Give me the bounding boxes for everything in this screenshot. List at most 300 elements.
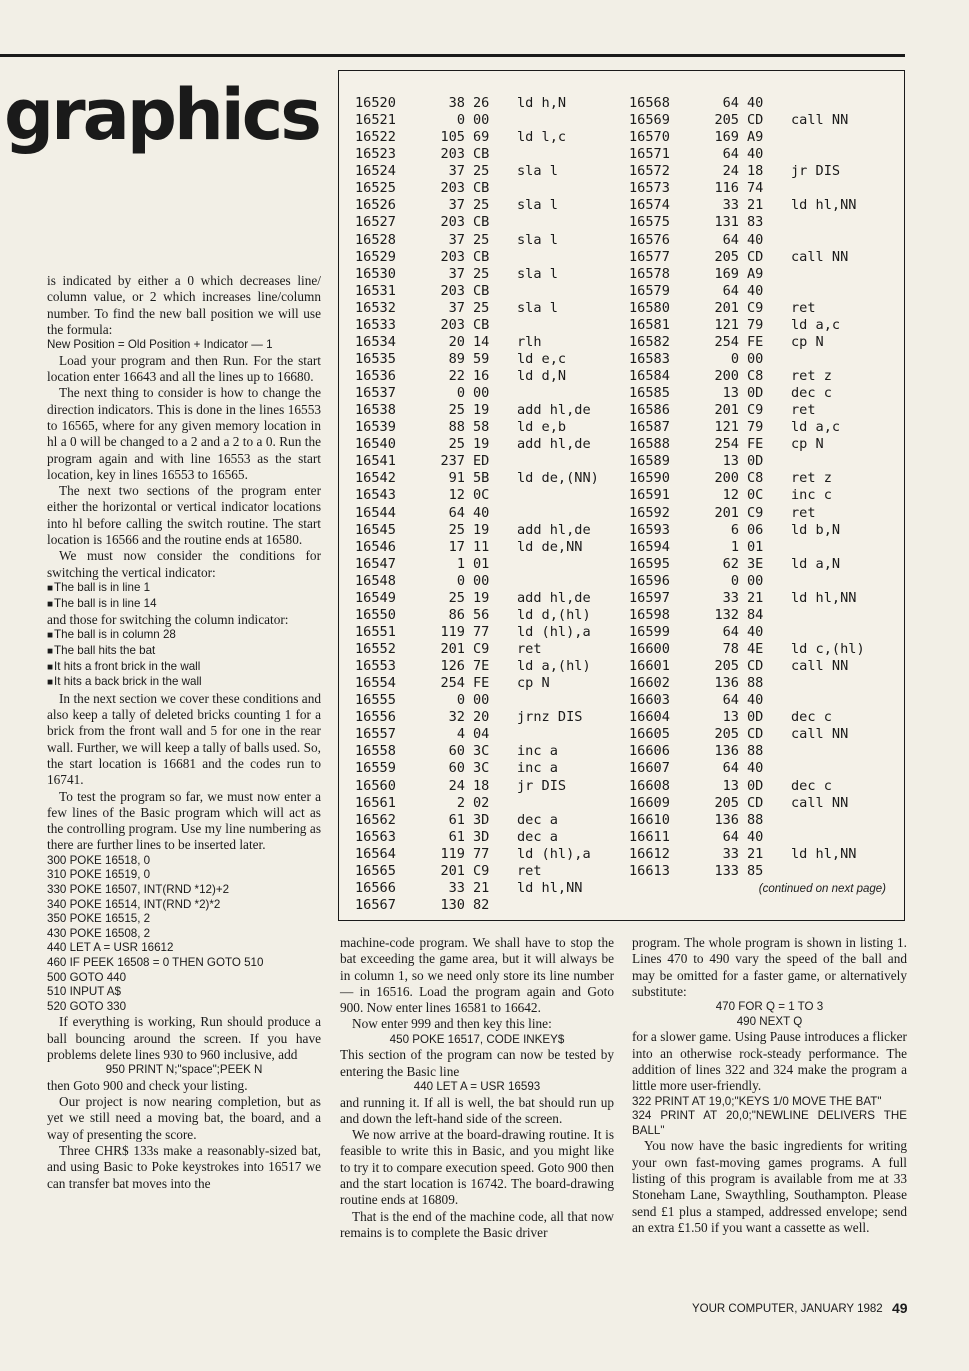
listing-address: 16592 [629,504,670,521]
listing-hex: 14 [473,333,490,350]
listing-address: 16576 [629,231,670,248]
listing-decimal: 12 [448,487,465,504]
listing-instruction: sla l [517,163,558,180]
listing-address: 16555 [355,692,396,709]
listing-hex: 5B [473,470,490,487]
listing-decimal: 64 [722,95,739,111]
listing-instruction: dec c [791,709,832,726]
listing-decimal: 201 [440,641,465,657]
listing-hex: A9 [747,265,764,282]
listing-address: 16561 [355,794,396,811]
listing-decimal: 126 [440,658,465,675]
listing-hex: CD [747,248,764,265]
paragraph: We must now consider the conditions for switching the vertical indicator: [47,548,321,580]
listing-decimal: 64 [448,504,465,521]
listing-instruction: ret [791,402,816,419]
listing-address: 16566 [355,879,396,896]
listing-hex: 19 [473,402,490,419]
listing-address: 16538 [355,402,396,419]
listing-instruction: call NN [791,248,849,265]
listing-instruction: ld c,(hl) [791,641,865,657]
listing-decimal: 133 [714,862,739,879]
listing-hex: 04 [473,726,490,743]
listing-decimal: 78 [722,641,739,657]
listing-decimal: 37 [448,231,465,248]
listing-address: 16579 [629,282,670,299]
listing-instruction: dec a [517,811,558,828]
listing-address: 16596 [629,572,670,589]
listing-instruction: rlh [517,333,542,350]
listing-instruction: call NN [791,726,849,743]
listing-instruction: sla l [517,231,558,248]
listing-hex: 3D [473,811,490,828]
listing-instruction: jrnz DIS [517,709,583,726]
listing-address: 16534 [355,333,396,350]
section-headline: graphics [4,74,319,156]
listing-address: 16607 [629,760,670,777]
listing-decimal: 88 [448,419,465,436]
listing-decimal: 13 [722,777,739,794]
listing-decimal: 25 [448,589,465,606]
paragraph: 350 POKE 16515, 2 [47,912,151,926]
listing-instruction: call NN [791,658,849,675]
listing-decimal: 37 [448,197,465,214]
paragraph: 490 NEXT Q [736,1014,803,1028]
listing-address: 16559 [355,760,396,777]
listing-hex: 40 [747,828,764,845]
listing-address: 16587 [629,419,670,436]
listing-hex: 3C [473,760,490,777]
listing-hex: 40 [473,504,490,521]
listing-instruction: add hl,de [517,436,591,453]
listing-address: 16610 [629,811,670,828]
paragraph: and those for switching the column indicator: [47,612,289,628]
listing-hex: 25 [473,197,490,214]
listing-hex: C9 [473,641,490,657]
paragraph: 330 POKE 16507, INT(RND *12)+2 [47,882,230,896]
paragraph: then Goto 900 and check your listing. [47,1077,248,1093]
paragraph: Three CHR$ 133s make a reasonably-sized bat, and using Basic to Poke keystrokes into 16517 we can transfer bat moves into the [47,1142,321,1191]
listing-instruction: sla l [517,299,558,316]
listing-address: 16598 [629,606,670,623]
listing-instruction: ret [517,862,542,879]
listing-instruction: ret z [791,470,832,487]
listing-hex: 79 [747,419,764,436]
listing-address: 16580 [629,299,670,316]
listing-instruction: ld d,N [517,368,567,384]
paragraph: New Position = Old Position + Indicator — 1 [47,338,273,352]
listing-instruction: ld de,(NN) [517,470,599,487]
listing-instruction: cp N [791,436,824,453]
listing-address: 16601 [629,658,670,675]
listing-address: 16595 [629,555,670,572]
listing-decimal: 254 [714,333,739,350]
listing-hex: 19 [473,521,490,538]
paragraph: and running it. If all is well, the bat should run up and down the left-hand side of the screen. [340,1094,614,1126]
listing-hex: 01 [473,555,490,572]
listing-instruction: ld (hl),a [517,845,591,862]
listing-instruction: ld hl,NN [791,845,857,862]
listing-address: 16606 [629,743,670,760]
paragraph: 300 POKE 16518, 0 [47,853,151,867]
listing-decimal: 25 [448,402,465,419]
paragraph: If everything is working, Run should produce a ball bouncing around the screen. If you have problems delete lines 930 to 960 inclusive, add [47,1014,321,1062]
listing-hex: 83 [747,214,764,231]
listing-decimal: 203 [440,316,465,333]
listing-hex: CB [473,282,490,299]
listing-hex: 40 [747,146,764,163]
listing-instruction: ld a,N [791,555,841,572]
listing-hex: 74 [747,180,764,197]
listing-decimal: 201 [714,402,739,419]
paragraph: is indicated by either a 0 which decreases line/ column value, or 2 which increases line/column number. To find the new ball position we will use the formula: [47,273,321,337]
listing-instruction: dec a [517,828,558,845]
listing-decimal: 64 [722,282,739,299]
listing-instruction: jr DIS [791,163,841,180]
listing-instruction: ld hl,NN [791,197,857,214]
listing-address: 16572 [629,163,670,180]
listing-decimal: 0 [456,572,465,589]
listing-instruction: ld e,c [517,350,567,367]
listing-decimal: 131 [714,214,739,231]
listing-hex: 21 [473,879,490,896]
paragraph: program. The whole program is shown in listing 1. Lines 470 to 490 vary the speed of the ball and may be omitted for a faster game, or alternatively substitute: [632,935,907,999]
listing-instruction: ld a,c [791,419,841,436]
listing-instruction: add hl,de [517,402,591,419]
listing-instruction: ld de,NN [517,538,583,555]
listing-decimal: 0 [730,572,739,589]
listing-decimal: 2 [456,794,465,811]
listing-hex: C8 [747,368,764,384]
listing-decimal: 136 [714,811,739,828]
listing-hex: 40 [747,231,764,248]
listing-hex: 18 [473,777,490,794]
listing-address: 16535 [355,350,396,367]
listing-address: 16568 [629,95,670,111]
listing-address: 16599 [629,623,670,640]
listing-decimal: 64 [722,760,739,777]
listing-address: 16582 [629,333,670,350]
listing-instruction: inc c [791,487,832,504]
listing-instruction: call NN [791,112,849,129]
listing-decimal: 205 [714,794,739,811]
listing-decimal: 60 [448,743,465,760]
listing-hex: 21 [747,589,764,606]
paragraph: ■ The ball is in column 28 [47,628,321,644]
listing-hex: 85 [747,862,764,879]
listing-decimal: 62 [722,555,739,572]
listing-decimal: 201 [714,504,739,521]
listing-address: 16594 [629,538,670,555]
paragraph: To test the program so far, we must now enter a few lines of the Basic program which will act as the controlling program. Use my line numbering as there are further lines to be inserted later. [47,788,321,853]
listing-hex: CB [473,316,490,333]
listing-address: 16567 [355,896,396,913]
listing-hex: CB [473,248,490,265]
paragraph: We now arrive at the board-drawing routine. It is feasible to write this in Basic, and you might like to try it to compare execution speed. Goto 900 then and the start location is 16742. The board-drawing routine ends at 16809. [340,1127,614,1208]
listing-address: 16554 [355,675,396,692]
paragraph: 440 LET A = USR 16612 [47,941,174,955]
listing-hex: 3C [473,743,490,760]
listing-decimal: 22 [448,368,465,384]
listing-decimal: 37 [448,163,465,180]
listing-decimal: 254 [714,436,739,453]
listing-decimal: 205 [714,248,739,265]
listing-hex: 21 [747,845,764,862]
paragraph: Now enter 999 and then key this line: [352,1016,552,1032]
listing-hex: 40 [747,760,764,777]
paragraph: 310 POKE 16519, 0 [47,868,151,882]
listing-address: 16542 [355,470,396,487]
paragraph: machine-code program. We shall have to stop the bat exceeding the game area, but it will always be in column 1, so we need only store its line number — in 16516. Load the program again and Goto 900. Now enter lines 16581 to 16642. [340,935,614,1016]
footer-publication: YOUR COMPUTER, JANUARY 1982 [692,1303,883,1315]
listing-instruction: cp N [517,675,550,692]
listing-address: 16573 [629,180,670,197]
listing-address: 16611 [629,828,670,845]
listing-decimal: 25 [448,436,465,453]
listing-decimal: 13 [722,385,739,402]
listing-hex: C8 [747,470,764,487]
listing-hex: CD [747,112,764,129]
listing-hex: 11 [473,538,490,555]
listing-address: 16609 [629,794,670,811]
listing-instruction: add hl,de [517,589,591,606]
paragraph: 440 LET A = USR 16593 [413,1079,541,1093]
listing-address: 16558 [355,743,396,760]
listing-decimal: 20 [448,333,465,350]
listing-address: 16521 [355,112,396,129]
listing-address: 16563 [355,828,396,845]
listing-address: 16537 [355,385,396,402]
listing-address: 16605 [629,726,670,743]
listing-hex: 06 [747,521,764,538]
listing-instruction: ret z [791,368,832,384]
listing-decimal: 60 [448,760,465,777]
listing-address: 16551 [355,623,396,640]
listing-address: 16556 [355,709,396,726]
listing-instruction: ld e,b [517,419,567,436]
listing-instruction: sla l [517,197,558,214]
listing-address: 16536 [355,368,396,384]
listing-decimal: 33 [448,879,465,896]
paragraph: 324 PRINT AT 20,0;"NEWLINE DELIVERS THE BALL" [632,1109,907,1137]
listing-address: 16597 [629,589,670,606]
listing-hex: CB [473,180,490,197]
listing-address: 16578 [629,265,670,282]
listing-address: 16533 [355,316,396,333]
listing-address: 16571 [629,146,670,163]
listing-decimal: 254 [440,675,465,692]
listing-instruction: add hl,de [517,521,591,538]
listing-decimal: 1 [456,555,465,572]
listing-instruction: dec c [791,385,832,402]
listing-decimal: 105 [440,129,465,146]
listing-address: 16548 [355,572,396,589]
listing-address: 16547 [355,555,396,572]
paragraph: 470 FOR Q = 1 TO 3 [715,1000,824,1014]
listing-hex: A9 [747,129,764,146]
listing-decimal: 203 [440,180,465,197]
listing-address: 16560 [355,777,396,794]
listing-decimal: 121 [714,316,739,333]
top-rule [0,54,905,57]
listing-address: 16604 [629,709,670,726]
listing-hex: 84 [747,606,764,623]
listing-instruction: ld hl,NN [517,879,583,896]
listing-decimal: 6 [730,521,739,538]
listing-hex: FE [747,333,764,350]
listing-instruction: ret [791,504,816,521]
listing-hex: 58 [473,419,490,436]
listing-address: 16549 [355,589,396,606]
continued-note: (continued on next page) [758,883,886,895]
listing-instruction: ld hl,NN [791,589,857,606]
listing-instruction: inc a [517,743,558,760]
right-column [632,935,907,1236]
listing-hex: 01 [747,538,764,555]
paragraph: 950 PRINT N;"space";PEEK N [105,1063,263,1077]
listing-address: 16564 [355,845,396,862]
listing-hex: 40 [747,95,764,111]
listing-decimal: 1 [730,538,739,555]
listing-hex: 25 [473,299,490,316]
listing-address: 16589 [629,453,670,470]
listing-address: 16545 [355,521,396,538]
listing-address: 16562 [355,811,396,828]
listing-hex: 0D [747,385,764,402]
listing-decimal: 136 [714,675,739,692]
listing-instruction: ld h,N [517,95,567,111]
listing-hex: FE [473,675,490,692]
listing-address: 16591 [629,487,670,504]
listing-decimal: 33 [722,589,739,606]
listing-address: 16523 [355,146,396,163]
listing-decimal: 33 [722,845,739,862]
listing-decimal: 64 [722,146,739,163]
left-column [47,273,321,1192]
listing-decimal: 203 [440,146,465,163]
listing-hex: 25 [473,265,490,282]
paragraph: That is the end of the machine code, all that now remains is to complete the Basic driver [340,1208,614,1240]
listing-address: 16525 [355,180,396,197]
listing-decimal: 24 [448,777,465,794]
listing-address: 16553 [355,658,396,675]
listing-hex: 79 [747,316,764,333]
listing-decimal: 203 [440,214,465,231]
listing-decimal: 13 [722,709,739,726]
listing-hex: 26 [473,95,490,111]
listing-instruction: ld d,(hl) [517,606,591,623]
listing-decimal: 0 [456,385,465,402]
listing-address: 16552 [355,641,396,657]
listing-decimal: 12 [722,487,739,504]
listing-hex: ED [473,453,490,470]
listing-address: 16543 [355,487,396,504]
listing-hex: FE [747,436,764,453]
listing-hex: 00 [473,692,490,709]
listing-hex: 3D [473,828,490,845]
listing-instruction: inc a [517,760,558,777]
listing-hex: CB [473,146,490,163]
listing-decimal: 33 [722,197,739,214]
listing-address: 16532 [355,299,396,316]
listing-decimal: 201 [714,299,739,316]
paragraph: 460 IF PEEK 16508 = 0 THEN GOTO 510 [47,955,264,969]
listing-decimal: 64 [722,623,739,640]
paragraph: 510 INPUT A$ [47,985,121,999]
listing-instruction: ld (hl),a [517,623,591,640]
listing-address: 16540 [355,436,396,453]
listing-decimal: 64 [722,692,739,709]
listing-decimal: 4 [456,726,465,743]
listing-address: 16603 [629,692,670,709]
listing-address: 16608 [629,777,670,794]
paragraph: 520 GOTO 330 [47,999,127,1013]
middle-column [340,935,614,1241]
paragraph: You now have the basic ingredients for writing your own fast-moving games programs. A full listing of this program is available from me at 33 Stoneham Lane, Swaythling, Southampton. Please send £1 plus a stamped, addressed envelope; send an extra £1.50 if you want a cassette as well. [632,1138,907,1235]
paragraph: ■ It hits a front brick in the wall [47,660,321,676]
listing-hex: CD [747,794,764,811]
listing-decimal: 0 [456,692,465,709]
listing-hex: 40 [747,623,764,640]
listing-hex: 3E [747,555,764,572]
listing-decimal: 169 [714,129,739,146]
listing-decimal: 205 [714,112,739,129]
listing-hex: 56 [473,606,490,623]
paragraph: In the next section we cover these conditions and also keep a tally of deleted bricks counting 1 for a brick from the front wall and 5 for one in the rear wall. Further, we will keep a tally of balls used. So, the start location is 16681 and the codes run to 16741. [47,690,321,788]
paragraph: 430 POKE 16508, 2 [47,926,151,940]
listing-address: 16584 [629,368,670,384]
listing-instruction: ld a,c [791,316,841,333]
listing-hex: 88 [747,675,764,692]
listing-decimal: 136 [714,743,739,760]
listing-address: 16600 [629,641,670,657]
paragraph: ■ The ball is in line 1 [47,581,321,597]
machine-code-listing [338,70,905,921]
listing-address: 16581 [629,316,670,333]
listing-address: 16541 [355,453,396,470]
listing-hex: C9 [747,402,764,419]
listing-hex: CB [473,214,490,231]
listing-address: 16520 [355,95,396,111]
listing-address: 16529 [355,248,396,265]
page-number: 49 [892,1300,908,1316]
paragraph: The next two sections of the program enter either the horizontal or vertical indicator locations into hl before calling the switch routine. The start location is 16566 and the routine ends at 16580. [47,483,321,548]
listing-address: 16570 [629,129,670,146]
listing-decimal: 32 [448,709,465,726]
listing-decimal: 24 [722,163,739,180]
listing-address: 16524 [355,163,396,180]
listing-instruction: call NN [791,794,849,811]
listing-address: 16586 [629,402,670,419]
listing-decimal: 203 [440,282,465,299]
listing-decimal: 37 [448,265,465,282]
listing-address: 16583 [629,350,670,367]
listing-hex: C9 [473,862,490,879]
listing-hex: 88 [747,811,764,828]
listing-address: 16526 [355,197,396,214]
listing-address: 16527 [355,214,396,231]
listing-address: 16544 [355,504,396,521]
listing-address: 16613 [629,862,670,879]
listing-address: 16565 [355,862,396,879]
listing-hex: 40 [747,692,764,709]
listing-decimal: 116 [714,180,739,197]
listing-hex: 0C [747,487,764,504]
listing-hex: 25 [473,163,490,180]
listing-address: 16531 [355,282,396,299]
listing-hex: CD [747,726,764,743]
paragraph: for a slower game. Using Pause introduces a flicker into an otherwise rock-steady performance. The addition of lines 322 and 324 make the program a little more user-friendly. [632,1029,907,1094]
